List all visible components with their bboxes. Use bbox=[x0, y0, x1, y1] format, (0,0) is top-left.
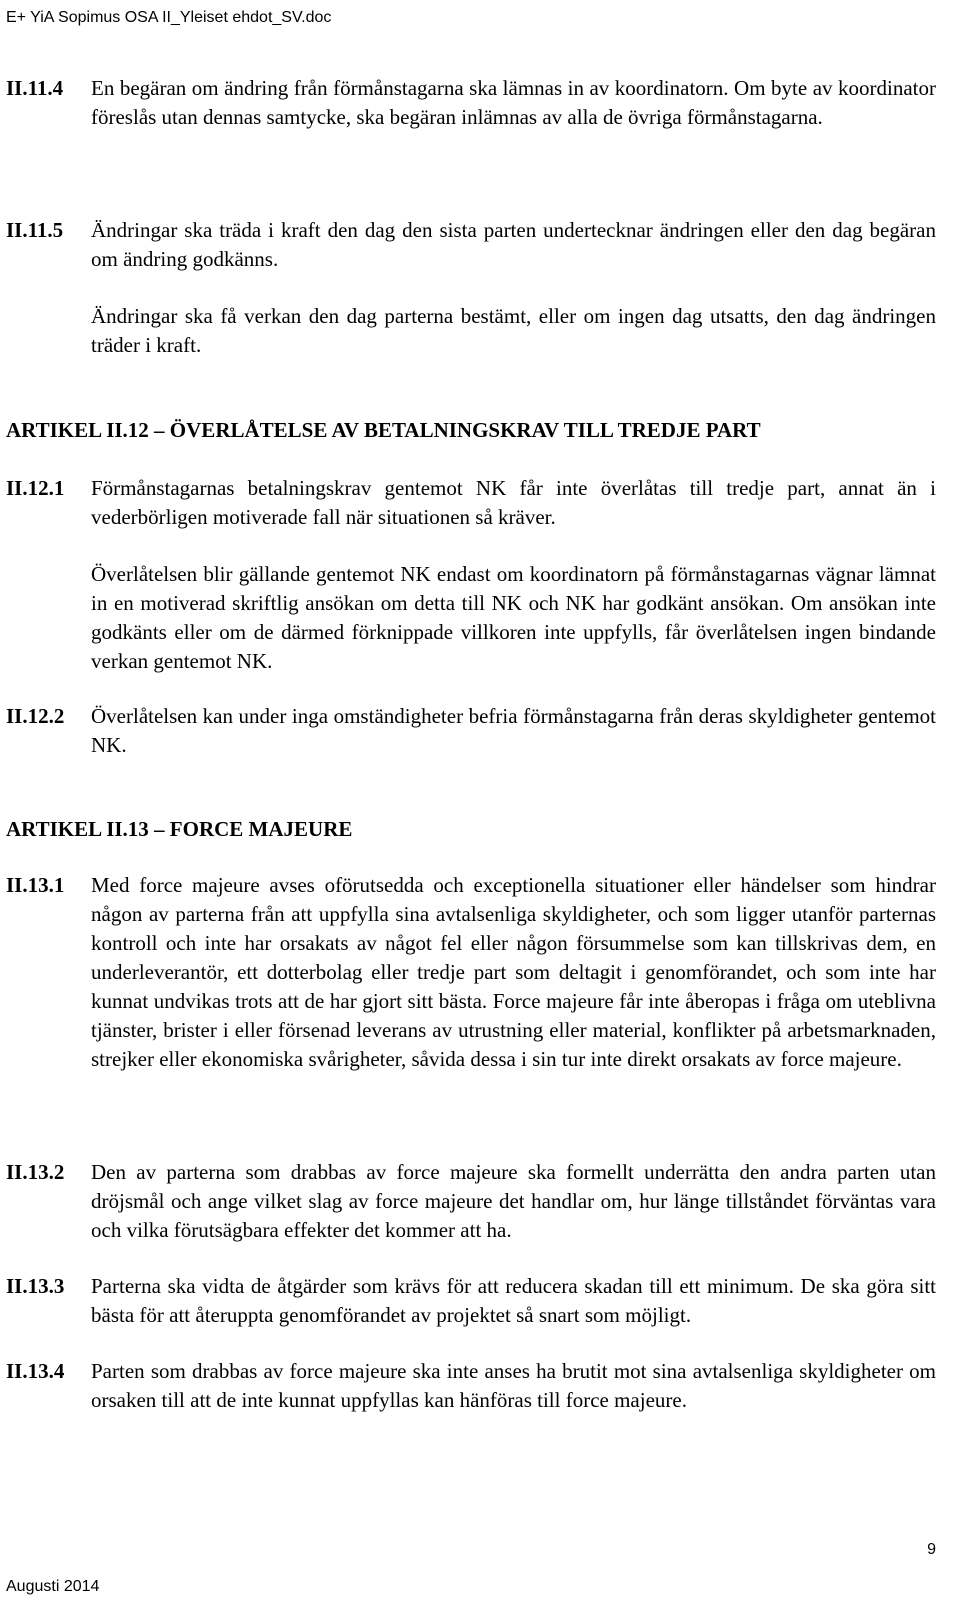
clause-paragraph: Förmånstagarnas betalningskrav gentemot NK får inte överlåtas till tredje part, annat än i vederbörligen motiverade fall när situationen så kräver. bbox=[91, 476, 936, 529]
clause-number: II.12.2 bbox=[6, 704, 65, 728]
clause-paragraph: En begäran om ändring från förmånstagarna ska lämnas in av koordinatorn. Om byte av koordinator föreslås utan dennas samtycke, ska begäran inlämnas av alla de övriga förmånstagarna. bbox=[91, 76, 936, 129]
clause-number: II.12.1 bbox=[6, 476, 65, 500]
clause-number: II.13.2 bbox=[6, 1160, 65, 1184]
clause-number: II.13.4 bbox=[6, 1359, 65, 1383]
clause-paragraph: Ändringar ska träda i kraft den dag den sista parten undertecknar ändringen eller den dag begäran om ändring godkänns. bbox=[91, 218, 936, 271]
clause-number: II.11.4 bbox=[6, 76, 64, 100]
clause-number: II.13.1 bbox=[6, 873, 65, 897]
clause-paragraph: Den av parterna som drabbas av force majeure ska formellt underrätta den andra parten utan dröjsmål och ange vilket slag av force majeure det handlar om, hur länge tillståndet förväntas vara och vilka förutsägbara effekter det kommer att ha. bbox=[91, 1160, 936, 1242]
article-heading: ARTIKEL II.12 – ÖVERLÅTELSE AV BETALNINGSKRAV TILL TREDJE PART bbox=[6, 418, 761, 442]
clause-paragraph: Med force majeure avses oförutsedda och exceptionella situationer eller händelser som hindrar någon av parterna från att uppfylla sina avtalsenliga skyldigheter, och som ligger utanför parternas kontroll och inte har orsakats av något fel eller någon försummelse som kan tillskrivas dem, en underleverantör, ett dotterbolag eller tredje part som deltagit i genomförandet, och som inte har kunnat undvikas trots att de har gjort sitt bästa. Force majeure får inte åberopas i fråga om uteblivna tjänster, brister i eller försenad leverans av utrustning eller material, konflikter på arbetsmarknaden, strejker eller ekonomiska svårigheter, såvida dessa i sin tur inte direkt orsakats av force majeure. bbox=[91, 873, 936, 1071]
clause-paragraph: Överlåtelsen blir gällande gentemot NK endast om koordinatorn på förmånstagarnas vägnar lämnat in en motiverad skriftlig ansökan om detta till NK och NK har godkänt ansökan. Om ansökan inte godkänts eller om de därmed förknippade villkoren inte uppfylls, får överlåtelsen ingen bindande verkan gentemot NK. bbox=[91, 562, 936, 673]
clause-paragraph: Överlåtelsen kan under inga omständigheter befria förmånstagarna från deras skyldigheter gentemot NK. bbox=[91, 704, 936, 757]
article-heading: ARTIKEL II.13 – FORCE MAJEURE bbox=[6, 817, 353, 841]
clause-paragraph: Ändringar ska få verkan den dag parterna bestämt, eller om ingen dag utsatts, den dag ändringen träder i kraft. bbox=[91, 304, 936, 357]
page-number: 9 bbox=[927, 1541, 936, 1558]
document-header: E+ YiA Sopimus OSA II_Yleiset ehdot_SV.doc bbox=[6, 9, 332, 26]
clause-number: II.13.3 bbox=[6, 1274, 65, 1298]
footer-date: Augusti 2014 bbox=[6, 1578, 100, 1595]
clause-paragraph: Parten som drabbas av force majeure ska inte anses ha brutit mot sina avtalsenliga skyldigheter om orsaken till att de inte kunnat uppfyllas kan hänföras till force majeure. bbox=[91, 1359, 936, 1412]
clause-number: II.11.5 bbox=[6, 218, 64, 242]
clause-paragraph: Parterna ska vidta de åtgärder som krävs för att reducera skadan till ett minimum. De ska göra sitt bästa för att återuppta genomförandet av projektet så snart som möjligt. bbox=[91, 1274, 936, 1327]
